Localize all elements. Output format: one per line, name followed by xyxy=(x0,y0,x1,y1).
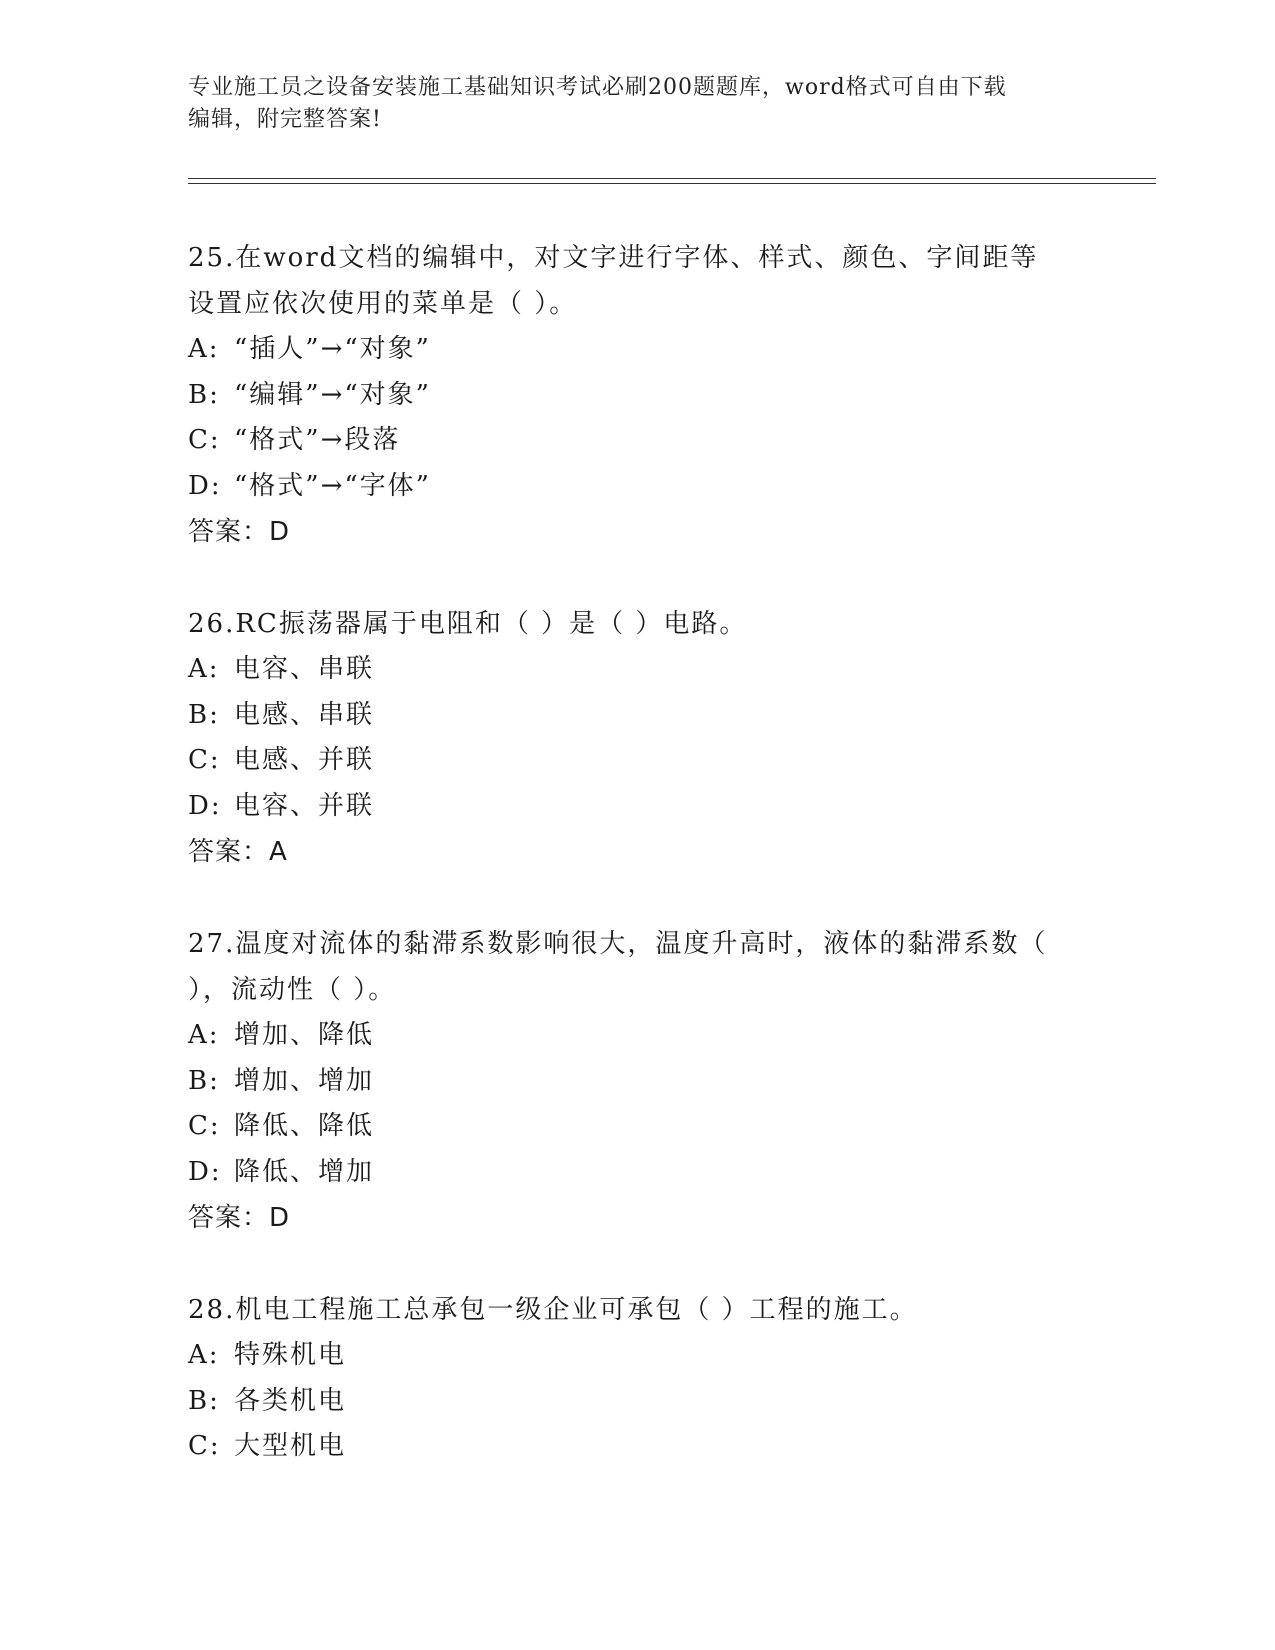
option-c xyxy=(188,738,1088,784)
option-label: B: xyxy=(188,379,220,410)
option-b xyxy=(188,693,1088,739)
option-a xyxy=(188,1013,1088,1059)
option-text: 电容、并联 xyxy=(234,790,375,821)
header-divider-bottom xyxy=(188,183,1156,184)
option-text: “格式”→段落 xyxy=(234,425,401,455)
option-text: 增加、增加 xyxy=(234,1065,375,1096)
option-c xyxy=(188,1104,1088,1150)
option-a xyxy=(188,647,1088,693)
option-a xyxy=(188,327,1088,373)
option-label: C: xyxy=(188,745,221,775)
option-label: A: xyxy=(188,334,220,364)
option-label: D: xyxy=(188,790,222,821)
option-b xyxy=(188,1379,1088,1425)
option-label: C: xyxy=(188,1111,221,1141)
option-text: 降低、降低 xyxy=(234,1111,375,1141)
option-text: 电感、串联 xyxy=(234,699,375,730)
question-27 xyxy=(188,921,1088,1241)
option-a xyxy=(188,1333,1088,1379)
option-c xyxy=(188,1424,1088,1470)
option-label: B: xyxy=(188,1065,220,1096)
option-text: 电感、并联 xyxy=(234,745,375,775)
option-label: A: xyxy=(188,1020,220,1050)
option-text: “格式”→“字体” xyxy=(234,470,431,501)
option-label: C: xyxy=(188,1431,221,1461)
question-26 xyxy=(188,601,1088,875)
option-text: 电容、串联 xyxy=(234,654,375,684)
header-line-1: 专业施工员之设备安装施工基础知识考试必刷200题题库，word格式可自由下载 xyxy=(188,75,1007,100)
answer-line: 答案：D xyxy=(188,517,291,547)
option-d xyxy=(188,1150,1088,1196)
question-stem: 28.机电工程施工总承包一级企业可承包（ ）工程的施工。 xyxy=(188,1295,918,1325)
option-d xyxy=(188,784,1088,830)
option-label: A: xyxy=(188,654,220,684)
option-text: 大型机电 xyxy=(234,1431,347,1461)
option-label: B: xyxy=(188,699,220,730)
option-b xyxy=(188,1059,1088,1105)
question-stem-continued: ），流动性（ ）。 xyxy=(188,975,397,1005)
question-25 xyxy=(188,235,1088,555)
document-header xyxy=(188,72,1088,136)
option-label: A: xyxy=(188,1340,220,1370)
option-text: “编辑”→“对象” xyxy=(234,379,431,410)
option-text: 增加、降低 xyxy=(234,1020,375,1050)
option-text: 特殊机电 xyxy=(234,1340,347,1370)
question-list xyxy=(188,235,1088,1516)
option-text: 降低、增加 xyxy=(234,1156,375,1187)
option-label: B: xyxy=(188,1385,220,1416)
option-b xyxy=(188,373,1088,419)
option-d xyxy=(188,464,1088,510)
option-label: D: xyxy=(188,1156,222,1187)
option-label: C: xyxy=(188,425,221,455)
option-c xyxy=(188,418,1088,464)
header-divider-top xyxy=(188,178,1156,179)
option-label: D: xyxy=(188,470,222,501)
question-28 xyxy=(188,1287,1088,1470)
question-stem-continued: 设置应依次使用的菜单是（ ）。 xyxy=(188,289,578,319)
option-text: 各类机电 xyxy=(234,1385,347,1416)
answer-line: 答案：A xyxy=(188,837,288,867)
question-stem: 25.在word文档的编辑中，对文字进行字体、样式、颜色、字间距等 xyxy=(188,243,1039,273)
option-text: “插人”→“对象” xyxy=(234,334,431,364)
question-stem: 27.温度对流体的黏滞系数影响很大，温度升高时，液体的黏滞系数（ xyxy=(188,929,1048,959)
header-line-2: 编辑，附完整答案! xyxy=(188,107,382,132)
question-stem: 26.RC振荡器属于电阻和（ ）是（ ）电路。 xyxy=(188,609,748,639)
answer-line: 答案：D xyxy=(188,1203,291,1233)
